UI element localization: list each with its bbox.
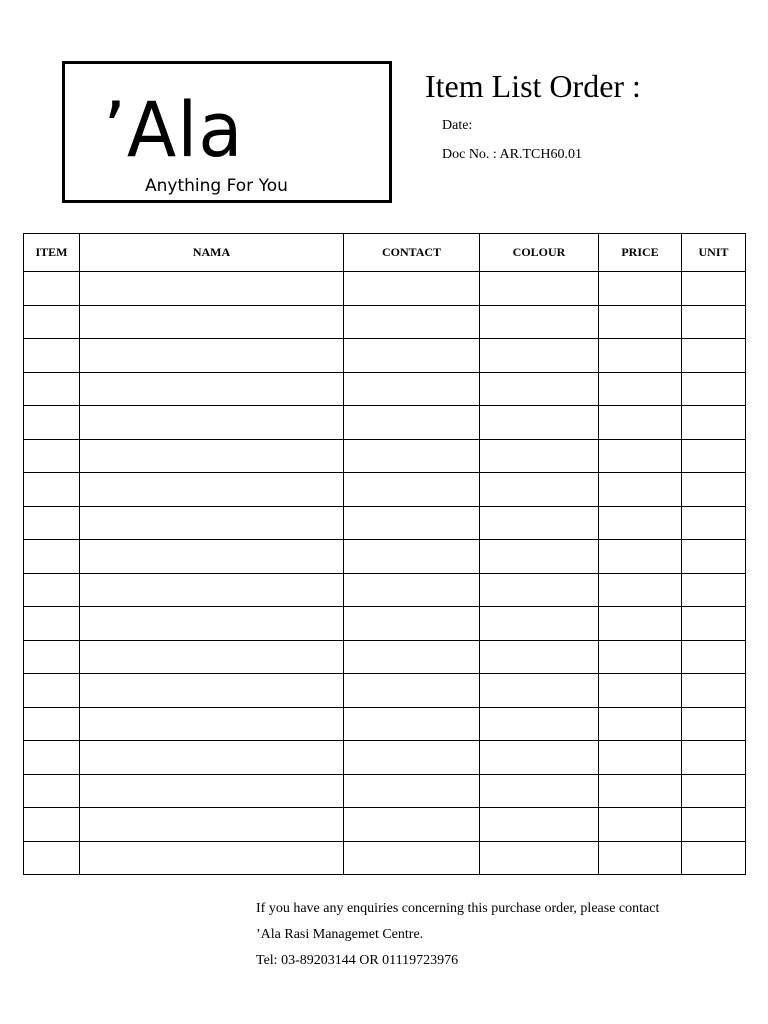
table-row [24, 707, 746, 741]
table-cell [599, 272, 682, 306]
table-cell [80, 607, 344, 641]
table-row [24, 607, 746, 641]
table-row [24, 808, 746, 842]
column-header-contact: CONTACT [344, 234, 480, 272]
table-cell [682, 473, 746, 507]
table-cell [682, 406, 746, 440]
document-title: Item List Order : [425, 68, 641, 104]
table-row [24, 439, 746, 473]
table-cell [599, 808, 682, 842]
table-cell [682, 540, 746, 574]
column-header-price: PRICE [599, 234, 682, 272]
table-cell [344, 674, 480, 708]
table-cell [344, 640, 480, 674]
table-row [24, 741, 746, 775]
order-table [23, 233, 746, 875]
table-cell [480, 272, 599, 306]
table-cell [599, 607, 682, 641]
table-cell [599, 506, 682, 540]
table-cell [599, 707, 682, 741]
table-row [24, 640, 746, 674]
table-cell [682, 272, 746, 306]
table-cell [344, 741, 480, 775]
table-cell [480, 741, 599, 775]
table-cell [480, 473, 599, 507]
table-cell [682, 640, 746, 674]
table-cell [24, 272, 80, 306]
table-cell [24, 540, 80, 574]
table-cell [682, 372, 746, 406]
doc-number: Doc No. : AR.TCH60.01 [442, 147, 582, 162]
table-cell [344, 439, 480, 473]
table-cell [599, 439, 682, 473]
table-cell [599, 741, 682, 775]
table-cell [80, 640, 344, 674]
table-cell [80, 339, 344, 373]
table-row [24, 774, 746, 808]
table-cell [599, 473, 682, 507]
table-cell [682, 741, 746, 775]
table-cell [344, 506, 480, 540]
table-cell [24, 607, 80, 641]
footer-phone-line: Tel: 03-89203144 OR 01119723976 [256, 953, 459, 968]
table-cell [480, 305, 599, 339]
table-cell [80, 741, 344, 775]
table-cell [80, 808, 344, 842]
table-cell [599, 305, 682, 339]
table-cell [599, 640, 682, 674]
table-cell [80, 573, 344, 607]
table-cell [480, 808, 599, 842]
table-cell [24, 774, 80, 808]
table-cell [24, 339, 80, 373]
table-row [24, 473, 746, 507]
table-cell [480, 372, 599, 406]
table-cell [80, 841, 344, 875]
table-row [24, 674, 746, 708]
table-cell [80, 439, 344, 473]
table-cell [24, 741, 80, 775]
table-cell [480, 774, 599, 808]
table-cell [80, 473, 344, 507]
table-cell [480, 841, 599, 875]
column-header-unit: UNIT [682, 234, 746, 272]
table-cell [24, 406, 80, 440]
table-cell [344, 808, 480, 842]
table-cell [480, 540, 599, 574]
table-row [24, 305, 746, 339]
table-cell [480, 573, 599, 607]
table-cell [480, 674, 599, 708]
table-cell [24, 640, 80, 674]
table-cell [480, 506, 599, 540]
table-cell [24, 305, 80, 339]
table-cell [24, 473, 80, 507]
table-row [24, 272, 746, 306]
table-row [24, 540, 746, 574]
table-row [24, 841, 746, 875]
table-cell [24, 372, 80, 406]
table-row [24, 506, 746, 540]
table-cell [344, 607, 480, 641]
table-cell [344, 774, 480, 808]
column-header-item: ITEM [24, 234, 80, 272]
table-cell [599, 339, 682, 373]
table-cell [682, 707, 746, 741]
table-cell [80, 406, 344, 440]
table-cell [344, 339, 480, 373]
table-cell [24, 506, 80, 540]
table-cell [599, 573, 682, 607]
table-cell [344, 406, 480, 440]
column-header-nama: NAMA [80, 234, 344, 272]
table-cell [80, 372, 344, 406]
footer-company-line: ’Ala Rasi Managemet Centre. [256, 927, 424, 942]
table-cell [682, 841, 746, 875]
table-cell [682, 808, 746, 842]
table-cell [344, 573, 480, 607]
footer-enquiry-line: If you have any enquiries concerning this purchase order, please contact [256, 901, 660, 916]
table-cell [480, 339, 599, 373]
table-cell [24, 674, 80, 708]
table-cell [599, 540, 682, 574]
table-row [24, 372, 746, 406]
table-cell [682, 674, 746, 708]
table-cell [344, 372, 480, 406]
table-cell [80, 774, 344, 808]
table-cell [480, 707, 599, 741]
table-cell [480, 439, 599, 473]
table-cell [599, 674, 682, 708]
table-row [24, 339, 746, 373]
footer-note [256, 896, 659, 974]
company-logo [62, 61, 392, 203]
table-cell [344, 305, 480, 339]
date-label: Date: [442, 118, 473, 133]
table-cell [682, 439, 746, 473]
table-cell [24, 841, 80, 875]
table-cell [599, 841, 682, 875]
table-cell [682, 339, 746, 373]
table-cell [682, 506, 746, 540]
table-cell [24, 573, 80, 607]
table-cell [344, 272, 480, 306]
logo-tagline: Anything For You [145, 176, 288, 196]
table-cell [344, 707, 480, 741]
table-cell [682, 607, 746, 641]
table-cell [599, 774, 682, 808]
table-row [24, 406, 746, 440]
table-header-row [24, 234, 746, 272]
table-cell [24, 808, 80, 842]
table-cell [344, 540, 480, 574]
table-cell [24, 707, 80, 741]
table-cell [80, 506, 344, 540]
table-cell [480, 607, 599, 641]
table-cell [80, 272, 344, 306]
table-cell [682, 774, 746, 808]
table-cell [682, 305, 746, 339]
table-cell [80, 674, 344, 708]
logo-wordmark: ’Ala [103, 85, 244, 174]
table-cell [480, 640, 599, 674]
table-cell [599, 372, 682, 406]
table-cell [24, 439, 80, 473]
table-cell [80, 707, 344, 741]
table-cell [80, 305, 344, 339]
column-header-colour: COLOUR [480, 234, 599, 272]
table-cell [480, 406, 599, 440]
table-cell [599, 406, 682, 440]
table-cell [682, 573, 746, 607]
table-body [24, 272, 746, 875]
table-cell [344, 841, 480, 875]
table-cell [80, 540, 344, 574]
table-row [24, 573, 746, 607]
table-cell [344, 473, 480, 507]
